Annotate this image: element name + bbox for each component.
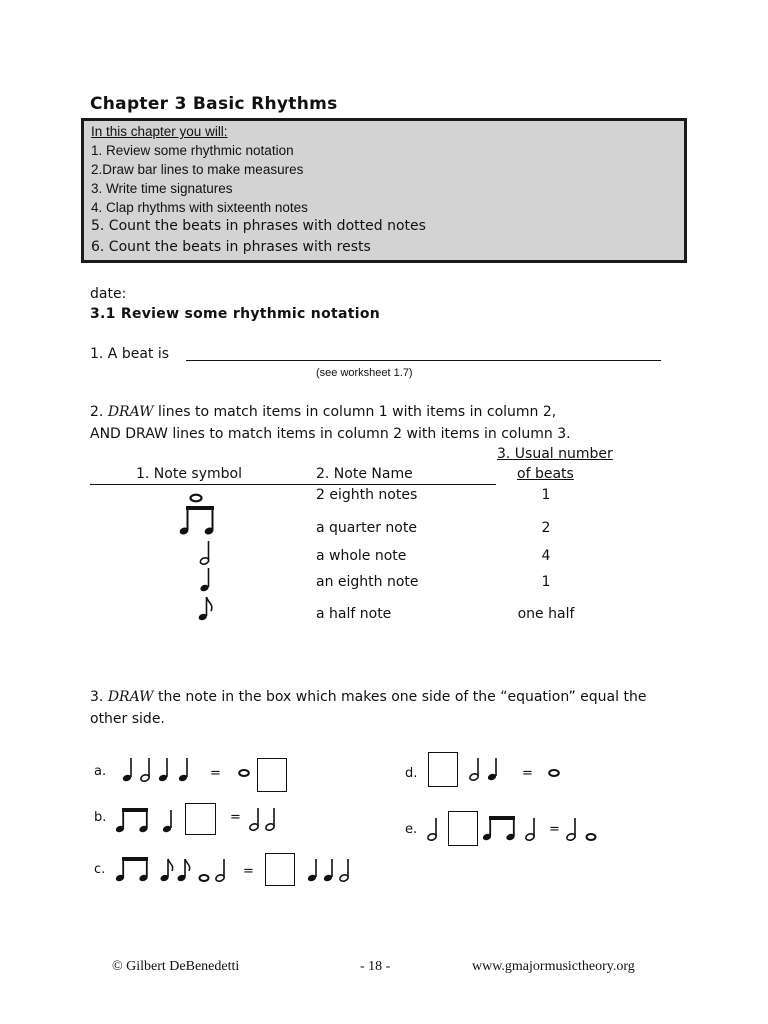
note-name-1[interactable]: 2 eighth notes: [316, 487, 418, 503]
objective-item: 6. Count the beats in phrases with rests: [91, 239, 371, 255]
eighth-note-icon: [160, 859, 173, 882]
quarter-note-icon: [178, 758, 188, 782]
note-name-4[interactable]: an eighth note: [316, 574, 419, 590]
q2-line1-rest: lines to match items in column 1 with items in column 2,: [153, 404, 557, 420]
q3-number: 3.: [90, 689, 104, 705]
equation-e-label: e.: [405, 822, 418, 837]
equation-d-notes: [468, 756, 508, 782]
objective-item: 1. Review some rhythmic notation: [91, 143, 294, 158]
beat-answer-line[interactable]: [186, 360, 661, 361]
equation-a-equals: =: [210, 766, 221, 781]
q1-text: 1. A beat is: [90, 346, 170, 362]
q3-line1: [90, 689, 646, 705]
col1-header: 1. Note symbol: [136, 466, 242, 482]
half-note-icon: [469, 758, 479, 781]
half-note-icon[interactable]: [198, 540, 214, 566]
half-note-icon: [140, 758, 150, 782]
objective-item: 4. Clap rhythms with sixteenth notes: [91, 200, 308, 215]
equation-b-right-notes: [248, 806, 282, 832]
quarter-note-icon: [307, 859, 317, 882]
equation-d-equals: =: [522, 766, 533, 781]
equation-c-answer-box[interactable]: [265, 853, 295, 886]
beamed-eighths-icon: [115, 857, 149, 882]
quarter-note-icon: [487, 758, 497, 781]
q2-line1: [90, 404, 556, 420]
footer-page-number: - 18 -: [360, 959, 391, 974]
note-name-5[interactable]: a half note: [316, 606, 392, 622]
quarter-note-icon: [162, 810, 172, 833]
equation-a-notes: [120, 757, 200, 783]
equation-e-answer-box[interactable]: [448, 811, 478, 846]
col2-header: 2. Note Name: [316, 466, 413, 482]
whole-note-icon[interactable]: [187, 493, 205, 503]
beats-3[interactable]: 4: [541, 548, 551, 564]
equation-b-answer-box[interactable]: [185, 803, 216, 835]
eighth-note-icon[interactable]: [198, 596, 216, 622]
objective-item: 2.Draw bar lines to make measures: [91, 162, 304, 177]
equation-d-label: d.: [405, 766, 418, 781]
q3-draw-word: DRAW: [107, 689, 154, 705]
q2-number: 2.: [90, 404, 104, 420]
objectives-intro: In this chapter you will:: [91, 124, 228, 139]
beats-2[interactable]: 2: [541, 520, 551, 536]
half-note-icon: [525, 818, 535, 841]
quarter-note-icon: [122, 758, 132, 782]
footer-copyright: © Gilbert DeBenedetti: [112, 959, 240, 974]
half-note-icon: [265, 808, 275, 831]
equation-e-notes: [482, 812, 542, 842]
whole-note-icon: [587, 834, 596, 840]
half-note-icon: [249, 808, 259, 831]
beats-4[interactable]: 1: [541, 574, 551, 590]
eighth-note-icon: [177, 859, 190, 882]
quarter-note-icon[interactable]: [198, 567, 214, 593]
beamed-eighths-icon[interactable]: [178, 504, 218, 538]
equation-e-right-notes: [565, 814, 601, 842]
col3-header-line2: of beats: [517, 466, 574, 482]
whole-note-icon: [237, 768, 253, 778]
equation-c-right-notes: [306, 856, 358, 884]
half-note-icon: [566, 818, 576, 841]
footer-website[interactable]: www.gmajormusictheory.org: [472, 959, 635, 974]
half-note-icon: [339, 859, 349, 882]
equation-b-notes: [115, 806, 185, 834]
equation-e-equals: =: [549, 822, 560, 837]
q3-line1-rest: the note in the box which makes one side of the “equation” equal the: [153, 689, 647, 705]
equation-b-label: b.: [94, 810, 107, 825]
beats-5[interactable]: one half: [517, 606, 575, 622]
beats-1[interactable]: 1: [541, 487, 551, 503]
col3-header-line1: 3. Usual number: [497, 446, 613, 462]
whole-note-icon: [200, 875, 209, 881]
quarter-note-icon: [323, 859, 333, 882]
date-label: date:: [90, 286, 127, 302]
q2-draw-word: DRAW: [107, 404, 154, 420]
equation-c-equals: =: [243, 864, 254, 879]
note-name-3[interactable]: a whole note: [316, 548, 407, 564]
objective-item: 3. Write time signatures: [91, 181, 233, 196]
section-heading: 3.1 Review some rhythmic notation: [90, 306, 381, 322]
beamed-eighths-icon: [115, 808, 149, 833]
chapter-title: Chapter 3 Basic Rhythms: [90, 94, 338, 114]
equation-a-answer-box[interactable]: [257, 758, 287, 792]
equation-c-notes: [115, 854, 245, 884]
objectives-box: [81, 118, 687, 263]
note-name-2[interactable]: a quarter note: [316, 520, 417, 536]
table-header-rule: [90, 484, 496, 485]
half-note-icon: [215, 859, 225, 882]
objective-item: 5. Count the beats in phrases with dotted notes: [91, 218, 426, 234]
equation-d-answer-box[interactable]: [428, 752, 458, 787]
quarter-note-icon: [158, 758, 168, 782]
beamed-eighths-icon: [482, 816, 516, 841]
q3-line2: other side.: [90, 711, 165, 727]
equation-b-equals: =: [230, 810, 241, 825]
equation-a-label: a.: [94, 764, 107, 779]
half-note-icon: [426, 814, 444, 842]
equation-c-label: c.: [94, 862, 106, 877]
q1-worksheet-note: (see worksheet 1.7): [316, 367, 413, 379]
whole-note-icon: [547, 768, 563, 778]
q2-line2: AND DRAW lines to match items in column 2 with items in column 3.: [90, 426, 571, 442]
